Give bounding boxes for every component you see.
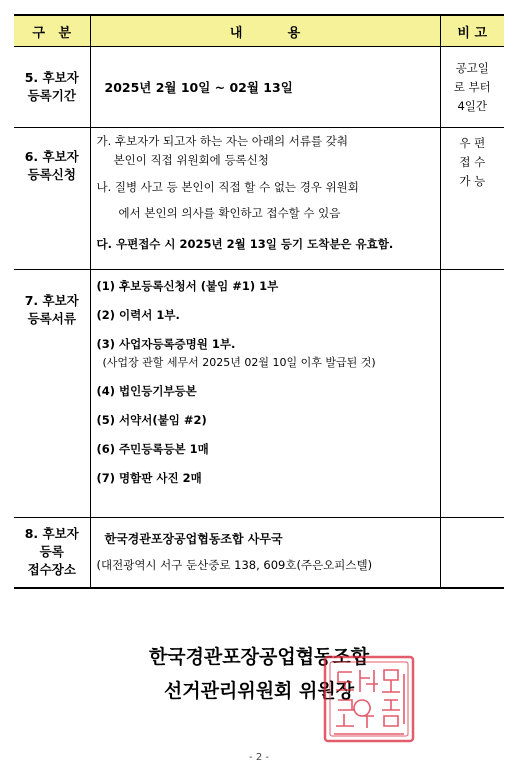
document-item: (6) 주민등록등본 1매: [96, 442, 209, 456]
row-label: [14, 518, 90, 588]
election-info-table: [14, 14, 504, 589]
row-label-text: 7. 후보자 등록서류: [24, 293, 79, 326]
office-address: (대전광역시 서구 둔산중로 138, 609호(주은오피스텔): [96, 558, 373, 573]
header-remarks: 비 고: [440, 15, 504, 47]
office-name: 한국경관포장공업협동조합 사무국: [104, 532, 283, 547]
content-line: 에서 본인의 의사를 확인하고 접수할 수 있음: [118, 206, 341, 220]
row-content: [90, 518, 440, 588]
row-registration-period: [14, 47, 504, 128]
row-label: [14, 270, 90, 518]
row-note: [440, 128, 504, 270]
document-item: (1) 후보등록신청서 (붙임 #1) 1부: [96, 279, 279, 293]
header-content: 내 용: [90, 15, 440, 47]
registration-period-text: 2025년 2월 10일 ~ 02월 13일: [104, 80, 293, 95]
row-note: [440, 270, 504, 518]
row-note: [440, 47, 504, 128]
row-label: [14, 128, 90, 270]
official-seal-icon: [322, 654, 416, 744]
content-line: 나. 질병 사고 등 본인이 직접 할 수 없는 경우 위원회: [96, 180, 359, 194]
content-line: 가. 후보자가 되고자 하는 자는 아래의 서류를 갖춰: [96, 134, 348, 148]
header-category: 구 분: [14, 15, 90, 47]
document-item: (5) 서약서(붙임 #2): [96, 413, 207, 427]
row-note-text: 공고일 로 부터 4일간: [453, 60, 491, 113]
content-line: 다. 우편접수 시 2025년 2월 13일 등기 도착분은 유효함.: [96, 237, 394, 251]
row-registration-place: [14, 518, 504, 588]
content-line: 본인이 직접 위원회에 등록신청: [113, 153, 269, 167]
row-label: [14, 47, 90, 128]
page-number: - 2 -: [249, 752, 269, 763]
row-label-text: 6. 후보자 등록신청: [24, 149, 79, 182]
document-item: (2) 이력서 1부.: [96, 308, 180, 322]
row-registration-documents: [14, 270, 504, 518]
document-item-note: (사업장 관할 세무서 2025년 02월 10일 이후 발급된 것): [102, 356, 376, 369]
row-content: [90, 270, 440, 518]
committee-title: 선거관리위원회 위원장: [163, 680, 355, 702]
document-item: (7) 명함판 사진 2매: [96, 471, 202, 485]
document-item: (3) 사업자등록증명원 1부.: [96, 337, 236, 351]
organization-name: 한국경관포장공업협동조합: [148, 646, 370, 668]
row-label-text: 5. 후보자 등록기간: [24, 70, 79, 103]
row-content: [90, 128, 440, 270]
row-registration-application: [14, 128, 504, 270]
row-note-text: 우 편 접 수 가 능: [459, 136, 486, 188]
row-content: [90, 47, 440, 128]
row-label-text: 8. 후보자 등록 접수장소: [24, 526, 79, 578]
table-header-row: [14, 15, 504, 47]
document-item: (4) 법인등기부등본: [96, 384, 197, 398]
row-note: [440, 518, 504, 588]
